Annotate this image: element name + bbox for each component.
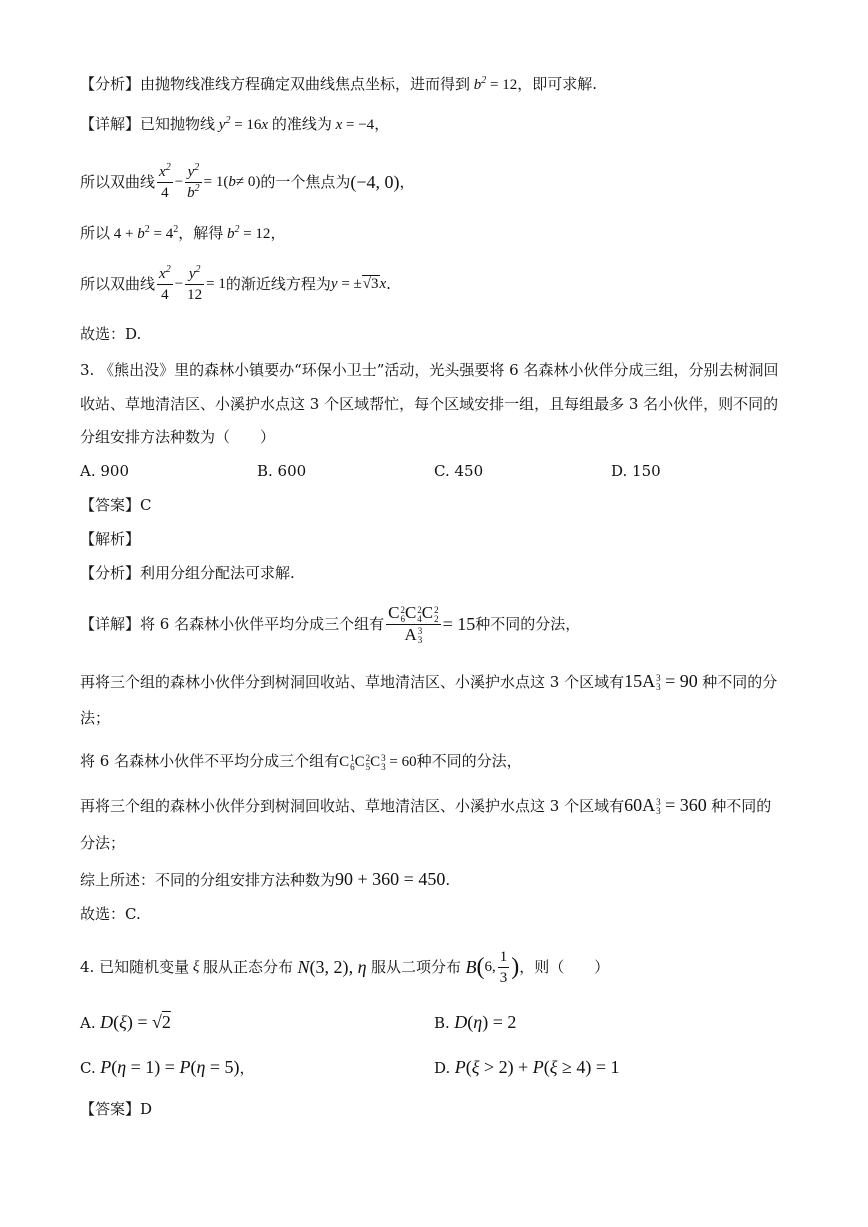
q3-stem-line-3: 分组安排方法种数为（ ） (80, 428, 276, 446)
q3-option-a: A. 900 (80, 462, 129, 480)
frac-x2-4: $\frac{x^2}{4}$ (159, 161, 171, 201)
detail-text: 所以 (80, 224, 111, 242)
q3-option-c: C. 450 (434, 462, 484, 480)
math-60a33: 60A 3 3 = 360 (624, 795, 712, 816)
detail-line-4: 所以双曲线 $\frac{x^2}{4}$ − $\frac{y^2}{12}$ = 1 的渐近线方程为 y = ±√3x . (80, 263, 391, 303)
math-opt-c: P(η = 1) = P(η = 5) (95, 1057, 240, 1077)
math-opt-b: D(η) = 2 (449, 1012, 517, 1032)
detail-text-end: . (386, 275, 391, 293)
q3-detail-text-end: 种不同的 (711, 797, 772, 815)
q4-option-d-label: D. (434, 1059, 451, 1077)
q3-answer: 【答案】C (80, 496, 152, 514)
detail-text-end: ， (374, 115, 390, 133)
detail-line-3 (80, 222, 285, 245)
choice-line: 故选：D. (80, 325, 142, 343)
math-15a33: 15A 3 3 = 90 (624, 671, 703, 692)
q3-detail-line-3: 法； (80, 709, 111, 727)
q3-detail-line-4 (80, 750, 522, 773)
q4-option-c-tail: ， (239, 1059, 255, 1077)
detail-text: 所以双曲线 (80, 173, 156, 191)
q4-text-end: ，则（ ） (519, 958, 610, 976)
math-directrix: x = −4 (331, 117, 375, 133)
q3-option-d: D. 150 (611, 462, 661, 480)
q3-stem-line-2: 收站、草地清洁区、小溪护水点这 3 个区域帮忙，每个区域安排一组，且每组最多 3 名小伙伴，则不同的 (80, 395, 779, 413)
detail-text-end: ， (399, 173, 415, 191)
math-normal: N(3, 2), η (293, 957, 371, 977)
q3-detail-text: 将 6 名森林小伙伴不平均分成三个组有 (80, 752, 340, 770)
math-sum-450: 90 + 360 = 450 (335, 869, 446, 889)
math-b2-12: $b^2 = 12$ (470, 75, 518, 93)
q3-analysis: 【分析】利用分组分配法可求解. (80, 564, 295, 582)
q4-option-c-label: C. (80, 1059, 96, 1077)
math-parabola: $y^2 = 16x$ (215, 115, 272, 133)
q3-option-b: B. 600 (257, 462, 307, 480)
q3-detail-text-end: 种不同的分法， (475, 615, 581, 633)
q4-text: 4. 已知随机变量 (80, 958, 190, 976)
q4-option-b-label: B. (434, 1014, 450, 1032)
detail-text-end: ， (270, 224, 286, 242)
q3-detail-line-1 (80, 598, 580, 650)
q3-detail-text-end: 种不同的分 (702, 673, 778, 691)
detail-text: 【详解】已知抛物线 (80, 115, 216, 133)
detail-text: 所以双曲线 (80, 275, 156, 293)
math-opt-d: P(ξ > 2) + P(ξ ≥ 4) = 1 (450, 1057, 620, 1077)
q3-detail-text: 再将三个组的森林小伙伴分到树洞回收站、草地清洁区、小溪护水点这 3 个区域有 (80, 797, 625, 815)
math-b2-12b: $b^2 = 12$ (223, 224, 271, 242)
q3-detail-text-end: . (445, 871, 451, 889)
detail-text-mid: 的准线为 (271, 115, 332, 133)
analysis-line (80, 73, 597, 96)
math-15: = 15 (442, 614, 476, 634)
detail-text-mid: ，解得 (178, 224, 224, 242)
q4-answer: 【答案】D (80, 1100, 153, 1118)
q3-detail-line-7 (80, 868, 450, 891)
q4-option-c (80, 1056, 255, 1079)
q4-option-a (80, 1011, 171, 1034)
detail-line-2: 所以双曲线 $\frac{x^2}{4}$ − $\frac{y^2}{b^2}$ = 1( b ≠ 0) 的一个焦点为 (−4, 0) ， (80, 161, 415, 201)
q3-detail-text: 再将三个组的森林小伙伴分到树洞回收站、草地清洁区、小溪护水点这 3 个区域有 (80, 673, 625, 691)
detail-text-mid: 的一个焦点为 (260, 173, 351, 191)
frac-y2-b2: $\frac{y^2}{b^2}$ (187, 161, 200, 201)
q4-option-d (434, 1056, 620, 1079)
q3-detail-text-end: 种不同的分法， (416, 752, 522, 770)
math-asymptote: y = ±√3x (330, 276, 387, 292)
q4-text-mid: 服从正态分布 (203, 958, 294, 976)
q3-stem-line-1: 3. 《熊出没》里的森林小镇要办“环保小卫士”活动，光头强要将 6 名森林小伙伴分成三组，分别去树洞回 (80, 361, 779, 379)
frac-x2-4b: $\frac{x^2}{4}$ (159, 263, 171, 303)
detail-line-1 (80, 113, 389, 136)
analysis-text: 【分析】由抛物线准线方程确定双曲线焦点坐标，进而得到 (80, 75, 471, 93)
frac-combination: C 2 6 C 2 4 C 2 2 A 3 3 (388, 603, 439, 645)
analysis-text-end: ，即可求解. (517, 75, 598, 93)
q3-jiexi: 【解析】 (80, 530, 141, 548)
math-c61c52c33: C 1 6 C 2 5 C 3 3 = 60 (339, 752, 417, 772)
q3-detail-text: 【详解】将 6 名森林小伙伴平均分成三个组有 (80, 615, 385, 633)
q3-detail-text: 综上所述：不同的分组安排方法种数为 (80, 871, 336, 889)
detail-text-mid: 的渐近线方程为 (225, 275, 331, 293)
q3-choice: 故选：C. (80, 905, 141, 923)
frac-y2-12: $\frac{y^2}{12}$ (187, 263, 203, 303)
q4-text-mid2: 服从二项分布 (371, 958, 462, 976)
q4-option-b (434, 1011, 516, 1034)
q3-detail-line-5 (80, 794, 771, 817)
math-4-b2: $4 + b^2 = 4^2$ (110, 224, 179, 242)
math-binomial: B (461, 957, 477, 977)
math-xi: ξ (189, 959, 204, 975)
frac-one-third: $\frac{1}{3}$ (499, 948, 508, 986)
q3-detail-line-6: 分法； (80, 834, 126, 852)
q4-stem: 4. 已知随机变量 ξ 服从正态分布 N(3, 2), η 服从二项分布 B ( 6, $\frac{1}{3}$ ) ，则（ ） (80, 948, 610, 986)
math-focus: (−4, 0) (350, 172, 400, 192)
q3-detail-line-2 (80, 670, 777, 693)
q4-option-a-label: A. (80, 1014, 96, 1032)
math-opt-a: D(ξ) = √2 (95, 1012, 171, 1032)
